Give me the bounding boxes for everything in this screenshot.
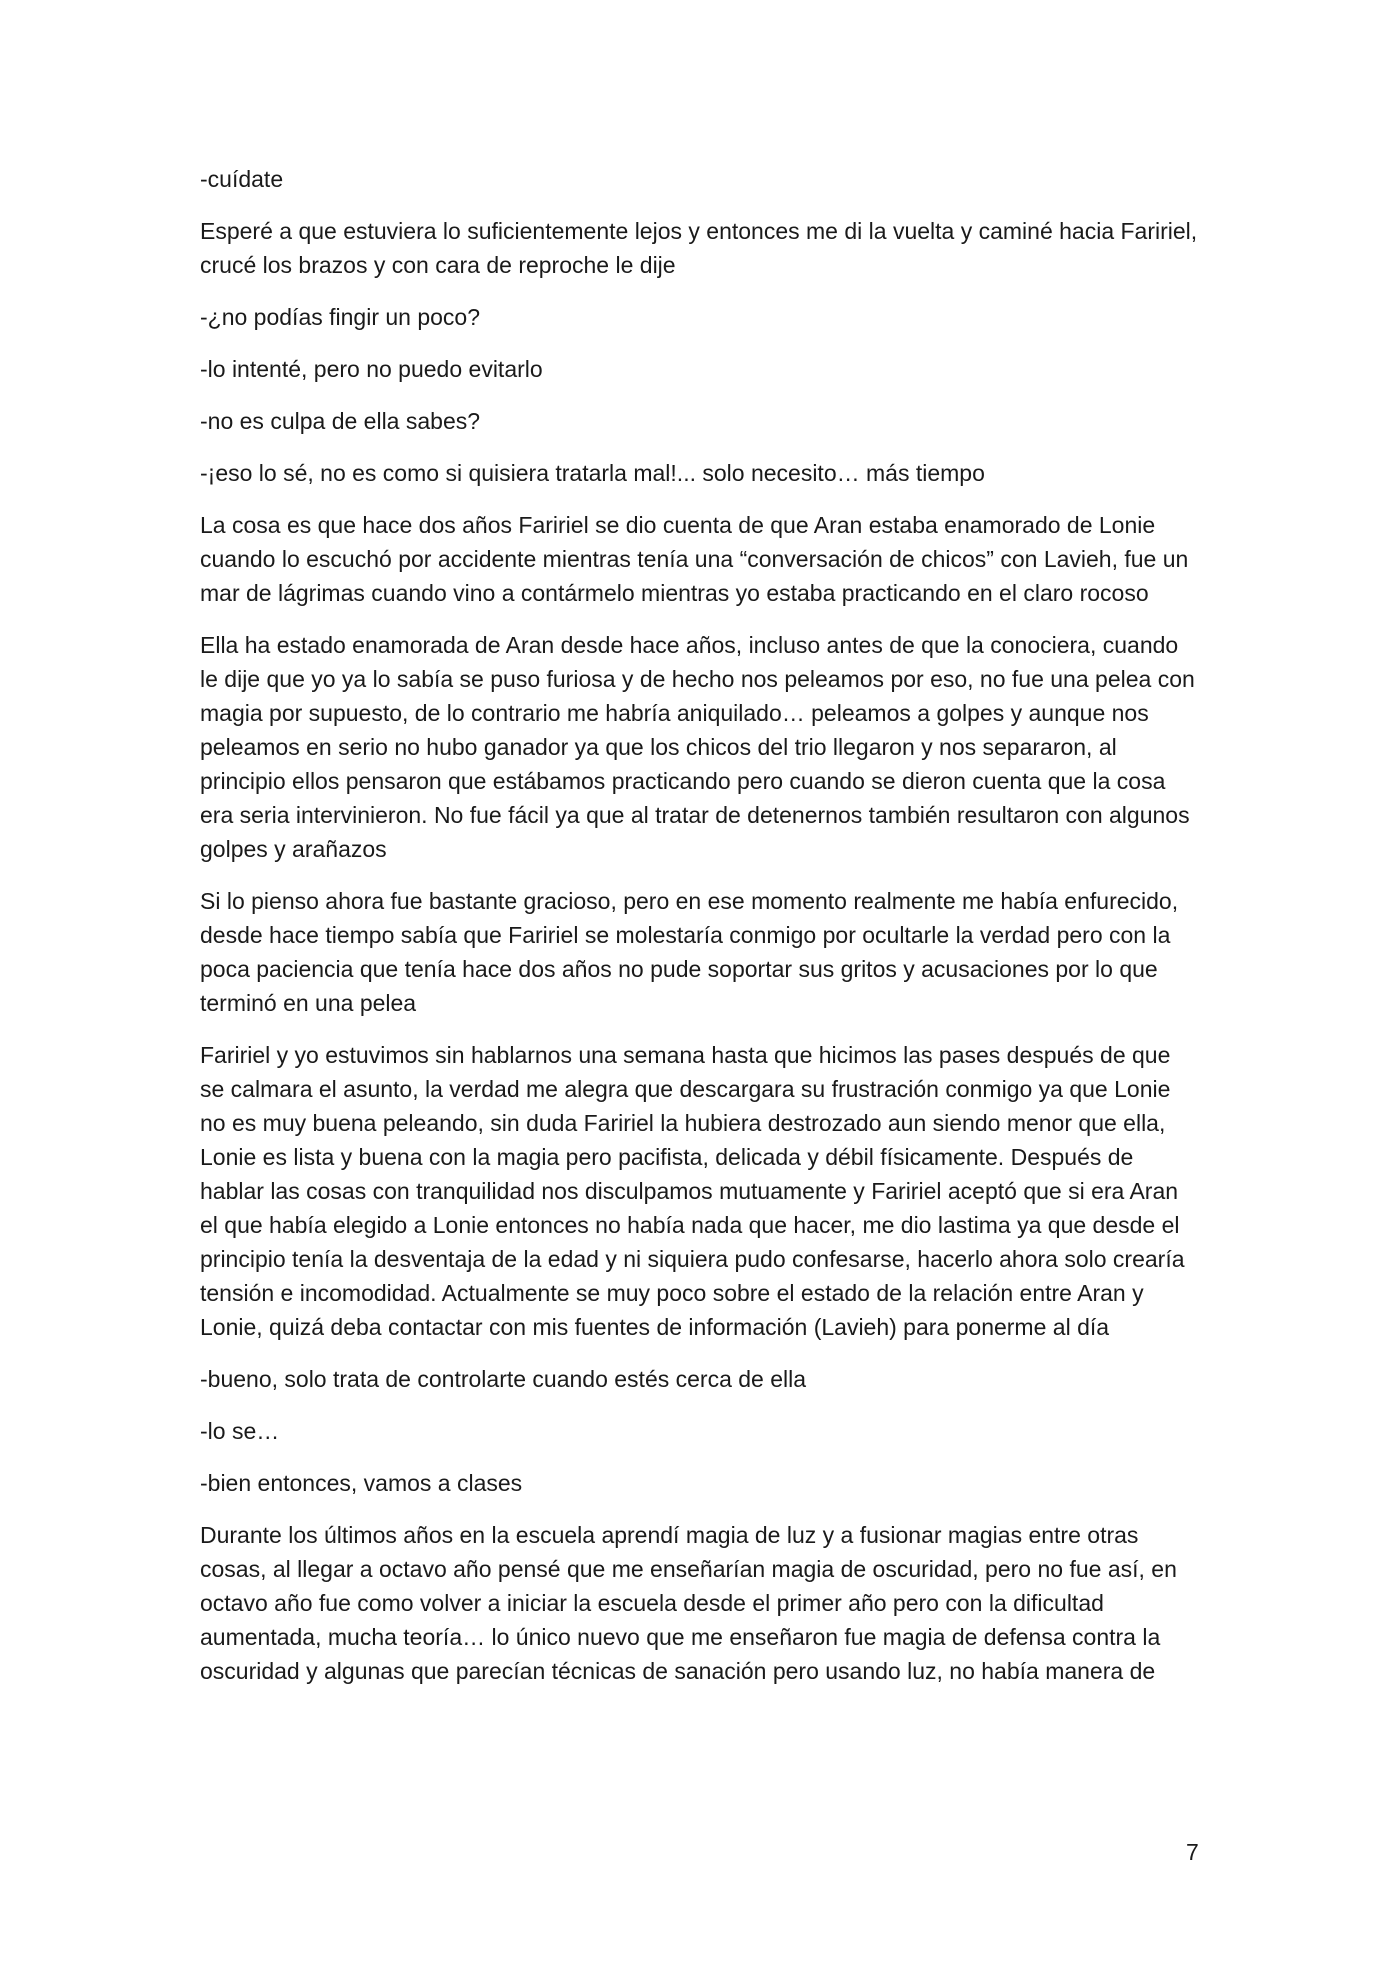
dialogue-line: -¿no podías fingir un poco? — [200, 304, 481, 330]
narrative-paragraph: Si lo pienso ahora fue bastante gracioso, pero en ese momento realmente me había enfurecido, desde hace tiempo sabía que Faririel se molestaría conmigo por ocultarle la verdad pero con la poca paciencia que tenía hace dos años no pude soportar sus gritos y acusaciones por lo que terminó en una pelea — [200, 888, 1179, 1016]
narrative-paragraph: Durante los últimos años en la escuela aprendí magia de luz y a fusionar magias entre otras cosas, al llegar a octavo año pensé que me enseñarían magia de oscuridad, pero no fue así, en octavo año fue como volver a iniciar la escuela desde el primer año pero con la dificultad aumentada, mucha teoría… lo único nuevo que me enseñaron fue magia de defensa contra la oscuridad y algunas que parecían técnicas de sanación pero usando luz, no había manera de — [200, 1522, 1177, 1684]
dialogue-line: -lo intenté, pero no puedo evitarlo — [200, 356, 543, 382]
narrative-paragraph: La cosa es que hace dos años Faririel se dio cuenta de que Aran estaba enamorado de Lonie cuando lo escuchó por accidente mientras tenía una “conversación de chicos” con Lavieh, fue un mar de lágrimas cuando vino a contármelo mientras yo estaba practicando en el claro rocoso — [200, 512, 1189, 606]
dialogue-line: -no es culpa de ella sabes? — [200, 408, 481, 434]
page-body — [200, 162, 1200, 1706]
narrative-paragraph: Ella ha estado enamorada de Aran desde hace años, incluso antes de que la conociera, cuando le dije que yo ya lo sabía se puso furiosa y de hecho nos peleamos por eso, no fue una pelea con magia por supuesto, de lo contrario me habría aniquilado… peleamos a golpes y aunque nos peleamos en serio no hubo ganador ya que los chicos del trio llegaron y nos separaron, al principio ellos pensaron que estábamos practicando pero cuando se dieron cuenta que la cosa era seria intervinieron. No fue fácil ya que al tratar de detenernos también resultaron con algunos golpes y arañazos — [200, 632, 1195, 862]
narrative-paragraph: Faririel y yo estuvimos sin hablarnos una semana hasta que hicimos las pases después de que se calmara el asunto, la verdad me alegra que descargara su frustración conmigo ya que Lonie no es muy buena peleando, sin duda Faririel la hubiera destrozado aun siendo menor que ella, Lonie es lista y buena con la magia pero pacifista, delicada y débil físicamente. Después de hablar las cosas con tranquilidad nos disculpamos mutuamente y Faririel aceptó que si era Aran el que había elegido a Lonie entonces no había nada que hacer, me dio lastima ya que desde el principio tenía la desventaja de la edad y ni siquiera pudo confesarse, hacerlo ahora solo crearía tensión e incomodidad. Actualmente se muy poco sobre el estado de la relación entre Aran y Lonie, quizá deba contactar con mis fuentes de información (Lavieh) para ponerme al día — [200, 1042, 1185, 1340]
dialogue-line: -cuídate — [200, 166, 284, 192]
dialogue-line: -bueno, solo trata de controlarte cuando estés cerca de ella — [200, 1366, 807, 1392]
dialogue-line: -¡eso lo sé, no es como si quisiera tratarla mal!... solo necesito… más tiempo — [200, 460, 985, 486]
page-number: 7 — [1186, 1839, 1199, 1865]
dialogue-line: -bien entonces, vamos a clases — [200, 1470, 523, 1496]
narrative-paragraph: Esperé a que estuviera lo suficientemente lejos y entonces me di la vuelta y caminé hacia Faririel, crucé los brazos y con cara de reproche le dije — [200, 218, 1198, 278]
dialogue-line: -lo se… — [200, 1418, 280, 1444]
